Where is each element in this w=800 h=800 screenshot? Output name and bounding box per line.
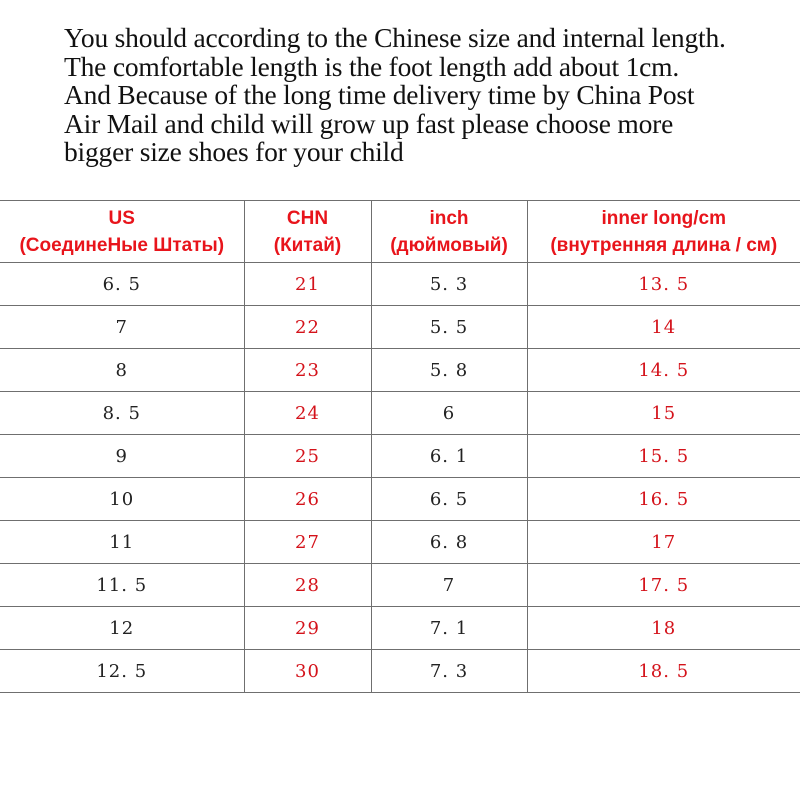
- size-advice-text: [64, 24, 794, 167]
- cell-us-size: 6. 5: [0, 263, 244, 306]
- cell-us-size: 8. 5: [0, 392, 244, 435]
- header-chn-label: CHN: [286, 207, 329, 229]
- cell-inner-length: 18. 5: [527, 650, 800, 693]
- cell-inch-size: 6. 5: [371, 478, 527, 521]
- header-inner-length-sublabel: (внутренняя длина / см): [550, 234, 778, 256]
- advice-line: You should according to the Chinese size and internal length.: [64, 22, 726, 53]
- header-us: [0, 201, 244, 263]
- cell-chn-size: 23: [244, 349, 371, 392]
- cell-us-size: 9: [0, 435, 244, 478]
- cell-chn-size: 27: [244, 521, 371, 564]
- cell-us-size: 10: [0, 478, 244, 521]
- cell-us-size: 8: [0, 349, 244, 392]
- cell-chn-size: 25: [244, 435, 371, 478]
- cell-inner-length: 17. 5: [527, 564, 800, 607]
- table-row: [0, 392, 800, 435]
- cell-inch-size: 5. 5: [371, 306, 527, 349]
- cell-inner-length: 14. 5: [527, 349, 800, 392]
- cell-inch-size: 7: [371, 564, 527, 607]
- table-row: [0, 650, 800, 693]
- cell-inner-length: 17: [527, 521, 800, 564]
- cell-inner-length: 18: [527, 607, 800, 650]
- cell-chn-size: 30: [244, 650, 371, 693]
- table-row: [0, 349, 800, 392]
- table-row: [0, 607, 800, 650]
- cell-inch-size: 5. 8: [371, 349, 527, 392]
- cell-us-size: 12. 5: [0, 650, 244, 693]
- cell-inner-length: 15. 5: [527, 435, 800, 478]
- cell-inch-size: 6: [371, 392, 527, 435]
- cell-chn-size: 24: [244, 392, 371, 435]
- header-inner-length: [527, 201, 800, 263]
- cell-us-size: 7: [0, 306, 244, 349]
- table-row: [0, 263, 800, 306]
- cell-inner-length: 13. 5: [527, 263, 800, 306]
- table-row: [0, 478, 800, 521]
- size-table-body: [0, 263, 800, 693]
- header-inner-length-label: inner long/cm: [601, 207, 727, 229]
- cell-chn-size: 22: [244, 306, 371, 349]
- cell-inner-length: 14: [527, 306, 800, 349]
- header-us-sublabel: (СоединеНые Штаты): [19, 234, 225, 256]
- header-us-label: US: [108, 207, 135, 229]
- table-row: [0, 521, 800, 564]
- cell-inner-length: 16. 5: [527, 478, 800, 521]
- cell-inch-size: 6. 8: [371, 521, 527, 564]
- cell-chn-size: 21: [244, 263, 371, 306]
- table-row: [0, 435, 800, 478]
- advice-line: The comfortable length is the foot length add about 1cm.: [64, 50, 680, 82]
- cell-inch-size: 7. 1: [371, 607, 527, 650]
- advice-line: Air Mail and child will grow up fast please choose more: [64, 107, 674, 139]
- cell-inner-length: 15: [527, 392, 800, 435]
- cell-chn-size: 26: [244, 478, 371, 521]
- header-inch: [371, 201, 527, 263]
- table-row: [0, 306, 800, 349]
- header-inch-sublabel: (дюймовый): [390, 234, 508, 256]
- advice-line: bigger size shoes for your child: [64, 136, 404, 167]
- cell-chn-size: 28: [244, 564, 371, 607]
- cell-us-size: 11: [0, 521, 244, 564]
- cell-us-size: 12: [0, 607, 244, 650]
- table-row: [0, 564, 800, 607]
- cell-us-size: 11. 5: [0, 564, 244, 607]
- header-chn-sublabel: (Китай): [273, 234, 342, 256]
- advice-line: And Because of the long time delivery time by China Post: [64, 79, 695, 110]
- cell-inch-size: 6. 1: [371, 435, 527, 478]
- cell-chn-size: 29: [244, 607, 371, 650]
- cell-inch-size: 5. 3: [371, 263, 527, 306]
- header-chn: [244, 201, 371, 263]
- size-chart-table: [0, 200, 800, 693]
- table-header-row: [0, 201, 800, 263]
- cell-inch-size: 7. 3: [371, 650, 527, 693]
- header-inch-label: inch: [429, 207, 469, 229]
